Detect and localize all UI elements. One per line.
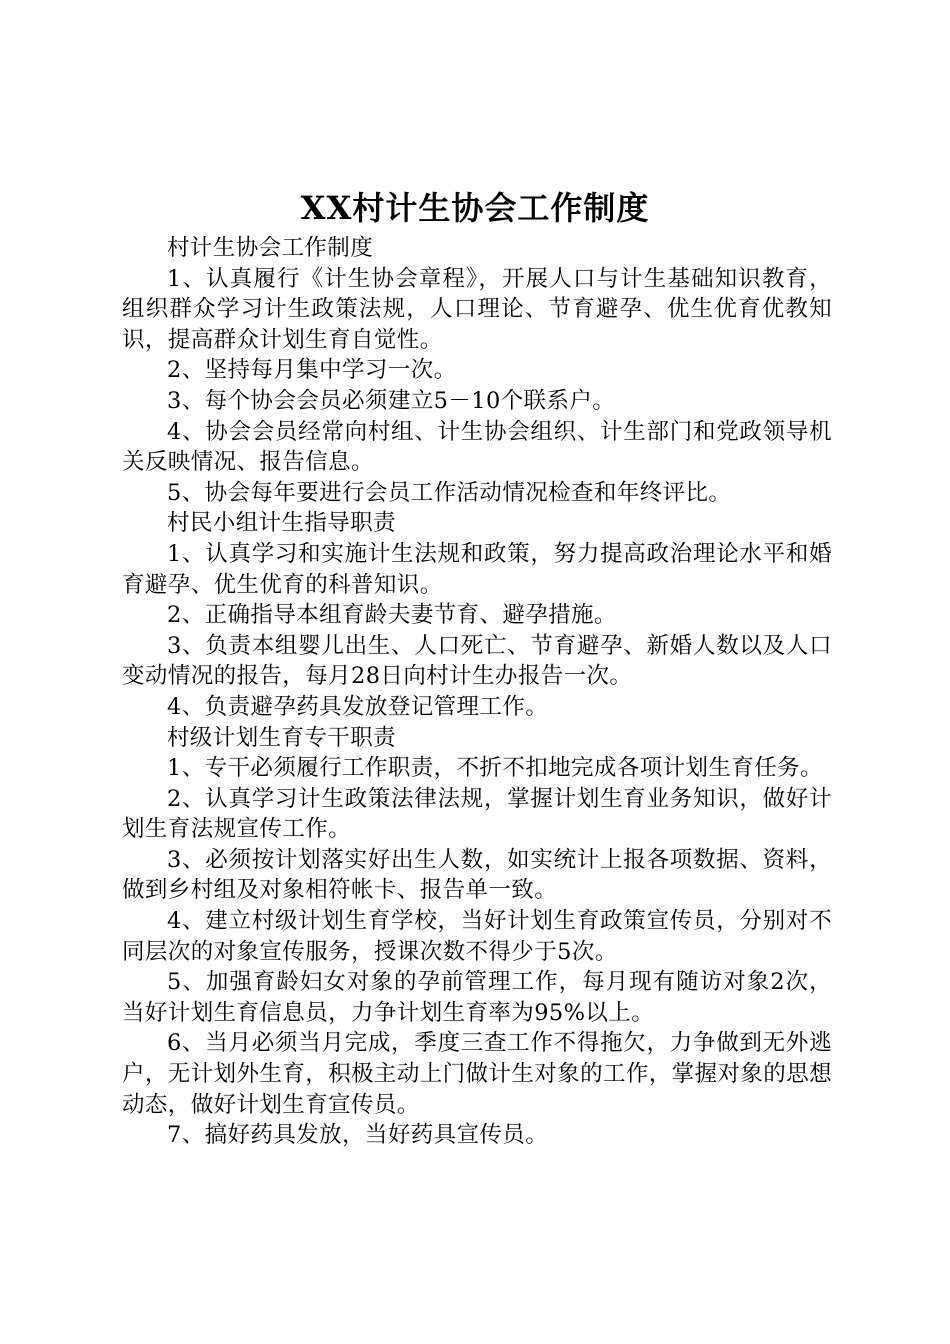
paragraph: 2、认真学习计生政策法律法规，掌握计划生育业务知识，做好计划生育法规宣传工作。	[122, 785, 832, 843]
paragraph: 6、当月必须当月完成，季度三查工作不得拖欠，力争做到无外逃户，无计划外生育，积极主动上门做计生对象的工作，掌握对象的思想动态，做好计划生育宣传员。	[122, 1030, 832, 1118]
document-title: XX村计生协会工作制度	[300, 189, 650, 227]
section-heading: 村级计划生育专干职责	[167, 724, 397, 751]
section-heading: 村计生协会工作制度	[167, 235, 374, 261]
paragraph: 3、必须按计划落实好出生人数，如实统计上报各项数据、资料，做到乡村组及对象相符帐卡、报告单一致。	[122, 846, 832, 904]
paragraph: 4、协会会员经常向村组、计生协会组织、计生部门和党政领导机关反映情况、报告信息。	[122, 418, 832, 476]
paragraph: 3、每个协会会员必须建立5－10个联系户。	[167, 387, 616, 414]
section-heading: 村民小组计生指导职责	[167, 510, 397, 537]
paragraph: 1、专干必须履行工作职责，不折不扣地完成各项计划生育任务。	[167, 755, 823, 782]
paragraph: 3、负责本组婴儿出生、人口死亡、节育避孕、新婚人数以及人口变动情况的报告，每月28日向村计生办报告一次。	[122, 632, 832, 690]
document-body	[122, 233, 832, 1151]
paragraph: 5、加强育龄妇女对象的孕前管理工作，每月现有随访对象2次，当好计划生育信息员，力争计划生育率为95%以上。	[122, 969, 832, 1026]
paragraph: 2、正确指导本组育龄夫妻节育、避孕措施。	[167, 602, 617, 629]
paragraph: 4、建立村级计划生育学校，当好计划生育政策宣传员，分别对不同层次的对象宣传服务，授课次数不得少于5次。	[122, 908, 832, 965]
paragraph: 1、认真履行《计生协会章程》，开展人口与计生基础知识教育，组织群众学习计生政策法规，人口理论、节育避孕、优生优育优教知识，提高群众计划生育自觉性。	[122, 265, 832, 353]
paragraph: 2、坚持每月集中学习一次。	[167, 357, 457, 384]
paragraph: 7、搞好药具发放，当好药具宣传员。	[167, 1122, 549, 1149]
paragraph: 4、负责避孕药具发放登记管理工作。	[167, 693, 549, 720]
paragraph: 5、协会每年要进行会员工作活动情况检查和年终评比。	[167, 479, 732, 506]
paragraph: 1、认真学习和实施计生法规和政策，努力提高政治理论水平和婚育避孕、优生优育的科普知识。	[122, 540, 832, 598]
